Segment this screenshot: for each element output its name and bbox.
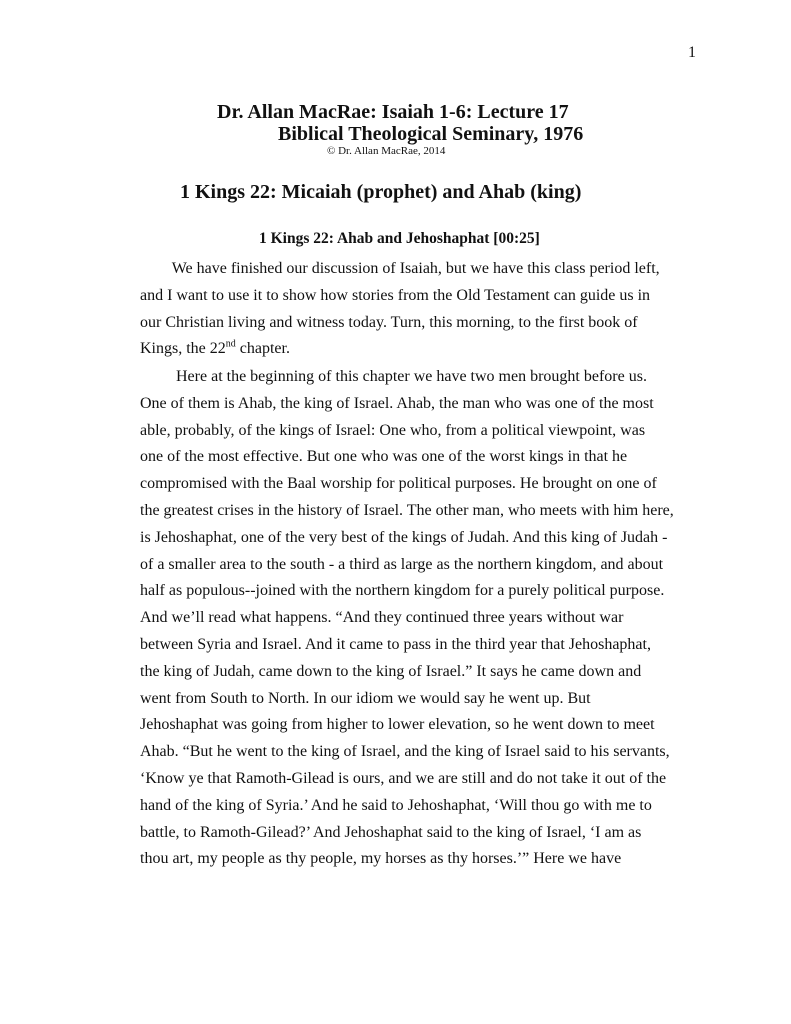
text-line: the greatest crises in the history of Israel. The other man, who meets with him here, (140, 501, 674, 519)
text-line: able, probably, of the kings of Israel: One who, from a political viewpoint, was (140, 421, 646, 439)
text-line: our Christian living and witness today. Turn, this morning, to the first book of (140, 313, 638, 331)
text-fragment: chapter. (235, 340, 290, 358)
text-line: We have finished our discussion of Isaiah, but we have this class period left, (140, 260, 660, 277)
subsection-title: 1 Kings 22: Ahab and Jehoshaphat [00:25] (259, 230, 540, 247)
text-line: the king of Judah, came down to the king of Israel.” It says he came down and (140, 662, 642, 680)
seminary-title: Biblical Theological Seminary, 1976 (278, 123, 584, 145)
paragraph-2 (140, 364, 700, 873)
text-line: half as populous--joined with the northern kingdom for a purely political purpose. (140, 582, 665, 600)
text-line: ‘Know ye that Ramoth-Gilead is ours, and we are still and do not take it out of the (140, 769, 667, 787)
text-line: One of them is Ahab, the king of Israel. Ahab, the man who was one of the most (140, 394, 654, 412)
text-line (140, 336, 700, 363)
text-line: one of the most effective. But one who was one of the worst kings in that he (140, 448, 628, 466)
text-line: is Jehoshaphat, one of the very best of the kings of Judah. And this king of Judah - (140, 528, 668, 546)
paragraph-1 (140, 256, 700, 363)
text-line: went from South to North. In our idiom we would say he went up. But (140, 689, 591, 707)
text-line: Ahab. “But he went to the king of Israel, and the king of Israel said to his servants, (140, 743, 670, 761)
text-line: of a smaller area to the south - a third as large as the northern kingdom, and about (140, 555, 664, 573)
text-line: battle, to Ramoth-Gilead?’ And Jehoshaphat said to the king of Israel, ‘I am as (140, 823, 642, 841)
text-line: Jehoshaphat was going from higher to lower elevation, so he went down to meet (140, 716, 655, 734)
text-line: compromised with the Baal worship for political purposes. He brought on one of (140, 475, 657, 493)
copyright-notice: © Dr. Allan MacRae, 2014 (327, 145, 446, 157)
text-line: between Syria and Israel. And it came to pass in the third year that Jehoshaphat, (140, 635, 651, 653)
section-title: 1 Kings 22: Micaiah (prophet) and Ahab (king) (180, 181, 582, 203)
text-line: hand of the king of Syria.’ And he said to Jehoshaphat, ‘Will thou go with me to (140, 796, 652, 814)
text-line: and I want to use it to show how stories from the Old Testament can guide us in (140, 286, 651, 304)
page-number: 1 (688, 44, 696, 61)
text-line: And we’ll read what happens. “And they continued three years without war (140, 609, 624, 627)
text-fragment: Kings, the 22 (140, 340, 226, 358)
text-line: Here at the beginning of this chapter we have two men brought before us. (140, 368, 647, 385)
text-line: thou art, my people as thy people, my horses as thy horses.’” Here we have (140, 850, 622, 868)
ordinal-suffix: nd (225, 339, 236, 351)
lecture-title: Dr. Allan MacRae: Isaiah 1-6: Lecture 17 (217, 101, 569, 123)
